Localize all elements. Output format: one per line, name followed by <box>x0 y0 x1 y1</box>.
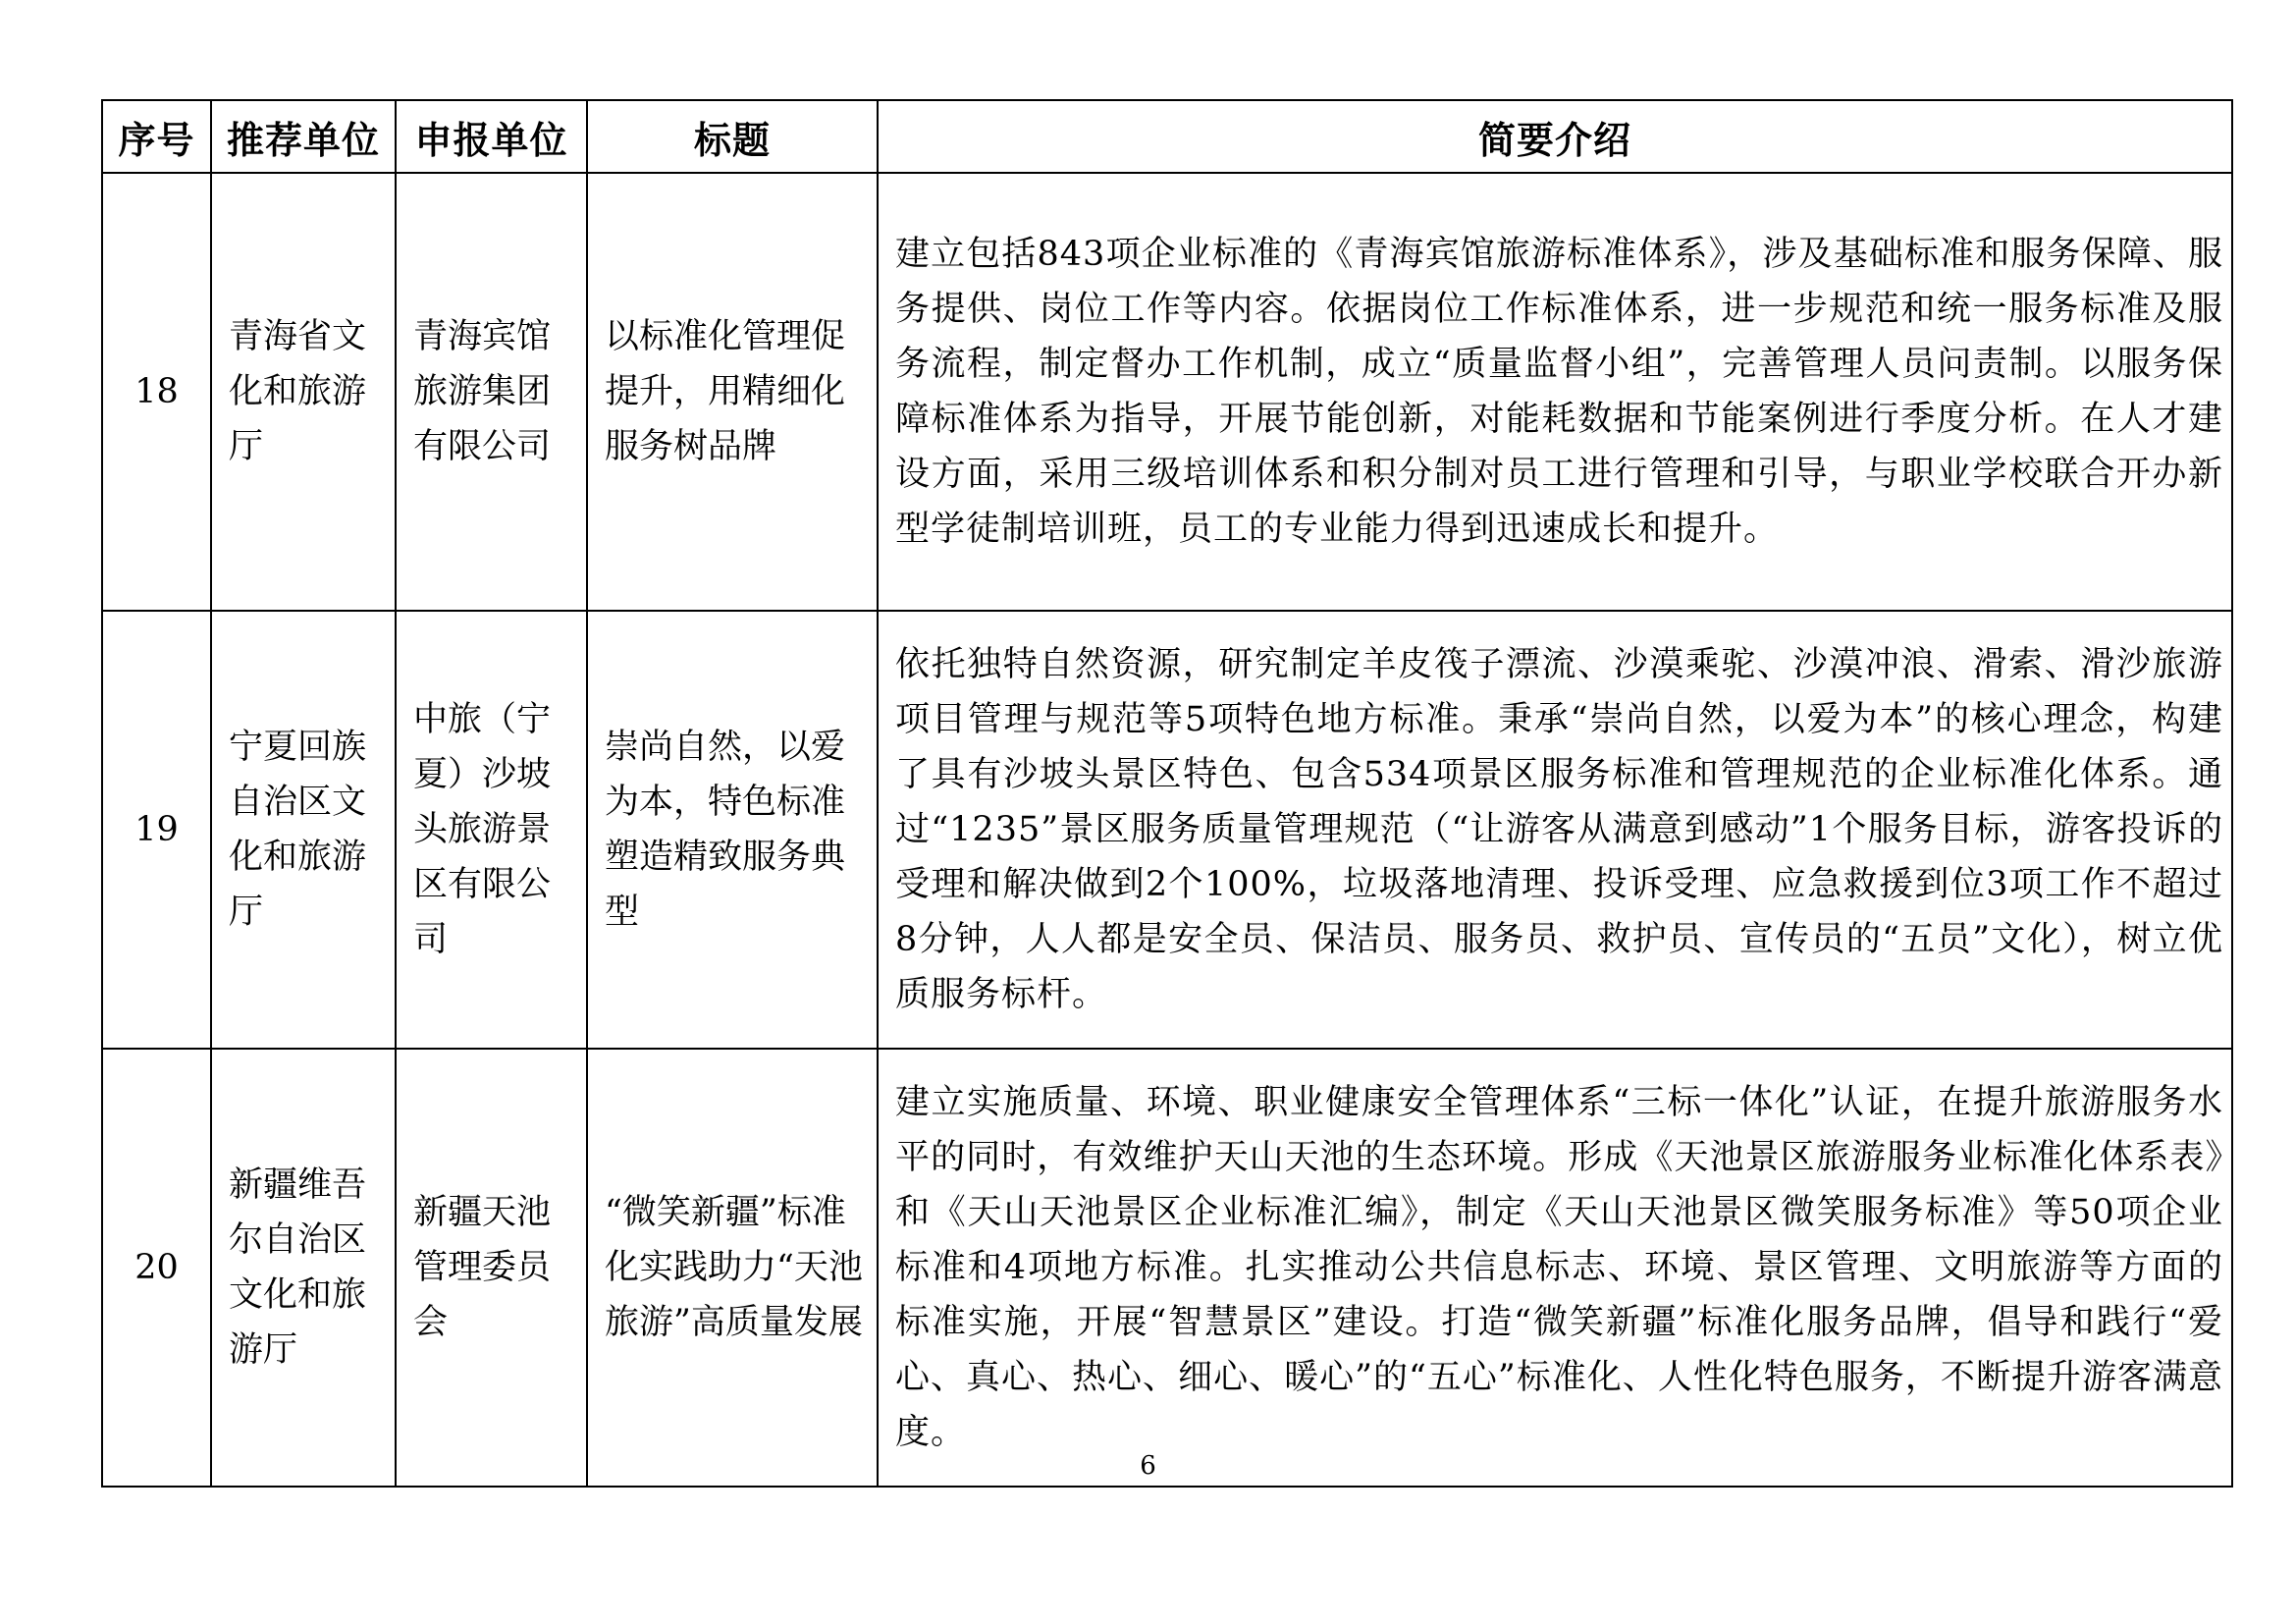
row-applicant: 青海宾馆旅游集团有限公司 <box>396 173 587 611</box>
header-row <box>102 100 2232 173</box>
header-title: 标题 <box>587 100 878 173</box>
header-number: 序号 <box>102 100 211 173</box>
table-row <box>102 611 2232 1049</box>
header-recommender: 推荐单位 <box>211 100 396 173</box>
row-number: 20 <box>102 1049 211 1487</box>
row-intro: 依托独特自然资源，研究制定羊皮筏子漂流、沙漠乘驼、沙漠冲浪、滑索、滑沙旅游项目管理与规范等5项特色地方标准。秉承“崇尚自然，以爱为本”的核心理念，构建了具有沙坡头景区特色、包含534项景区服务标准和管理规范的企业标准化体系。通过“1235”景区服务质量管理规范（“让游客从满意到感动”1个服务目标，游客投诉的受理和解决做到2个100%，垃圾落地清理、投诉受理、应急救援到位3项工作不超过8分钟，人人都是安全员、保洁员、服务员、救护员、宣传员的“五员”文化），树立优质服务标杆。 <box>878 611 2232 1049</box>
row-applicant: 中旅（宁夏）沙坡头旅游景区有限公司 <box>396 611 587 1049</box>
row-title: “微笑新疆”标准化实践助力“天池旅游”高质量发展 <box>587 1049 878 1487</box>
row-title: 崇尚自然，以爱为本，特色标准塑造精致服务典型 <box>587 611 878 1049</box>
table-row <box>102 173 2232 611</box>
row-number: 19 <box>102 611 211 1049</box>
recommendation-table <box>101 99 2233 1488</box>
row-intro: 建立包括843项企业标准的《青海宾馆旅游标准体系》，涉及基础标准和服务保障、服务提供、岗位工作等内容。依据岗位工作标准体系，进一步规范和统一服务标准及服务流程，制定督办工作机制，成立“质量监督小组”，完善管理人员问责制。以服务保障标准体系为指导，开展节能创新，对能耗数据和节能案例进行季度分析。在人才建设方面，采用三级培训体系和积分制对员工进行管理和引导，与职业学校联合开办新型学徒制培训班，员工的专业能力得到迅速成长和提升。 <box>878 173 2232 611</box>
table-row <box>102 1049 2232 1487</box>
header-applicant: 申报单位 <box>396 100 587 173</box>
row-intro: 建立实施质量、环境、职业健康安全管理体系“三标一体化”认证，在提升旅游服务水平的同时，有效维护天山天池的生态环境。形成《天池景区旅游服务业标准化体系表》和《天山天池景区企业标准汇编》，制定《天山天池景区微笑服务标准》等50项企业标准和4项地方标准。扎实推动公共信息标志、环境、景区管理、文明旅游等方面的标准实施，开展“智慧景区”建设。打造“微笑新疆”标准化服务品牌，倡导和践行“爱心、真心、热心、细心、暖心”的“五心”标准化、人性化特色服务，不断提升游客满意度。 <box>878 1049 2232 1487</box>
row-recommender: 青海省文化和旅游厅 <box>211 173 396 611</box>
row-title: 以标准化管理促提升，用精细化服务树品牌 <box>587 173 878 611</box>
row-recommender: 新疆维吾尔自治区文化和旅游厅 <box>211 1049 396 1487</box>
page-number: 6 <box>1140 1451 1156 1481</box>
row-applicant: 新疆天池管理委员会 <box>396 1049 587 1487</box>
row-recommender: 宁夏回族自治区文化和旅游厅 <box>211 611 396 1049</box>
row-number: 18 <box>102 173 211 611</box>
header-intro: 简要介绍 <box>878 100 2232 173</box>
